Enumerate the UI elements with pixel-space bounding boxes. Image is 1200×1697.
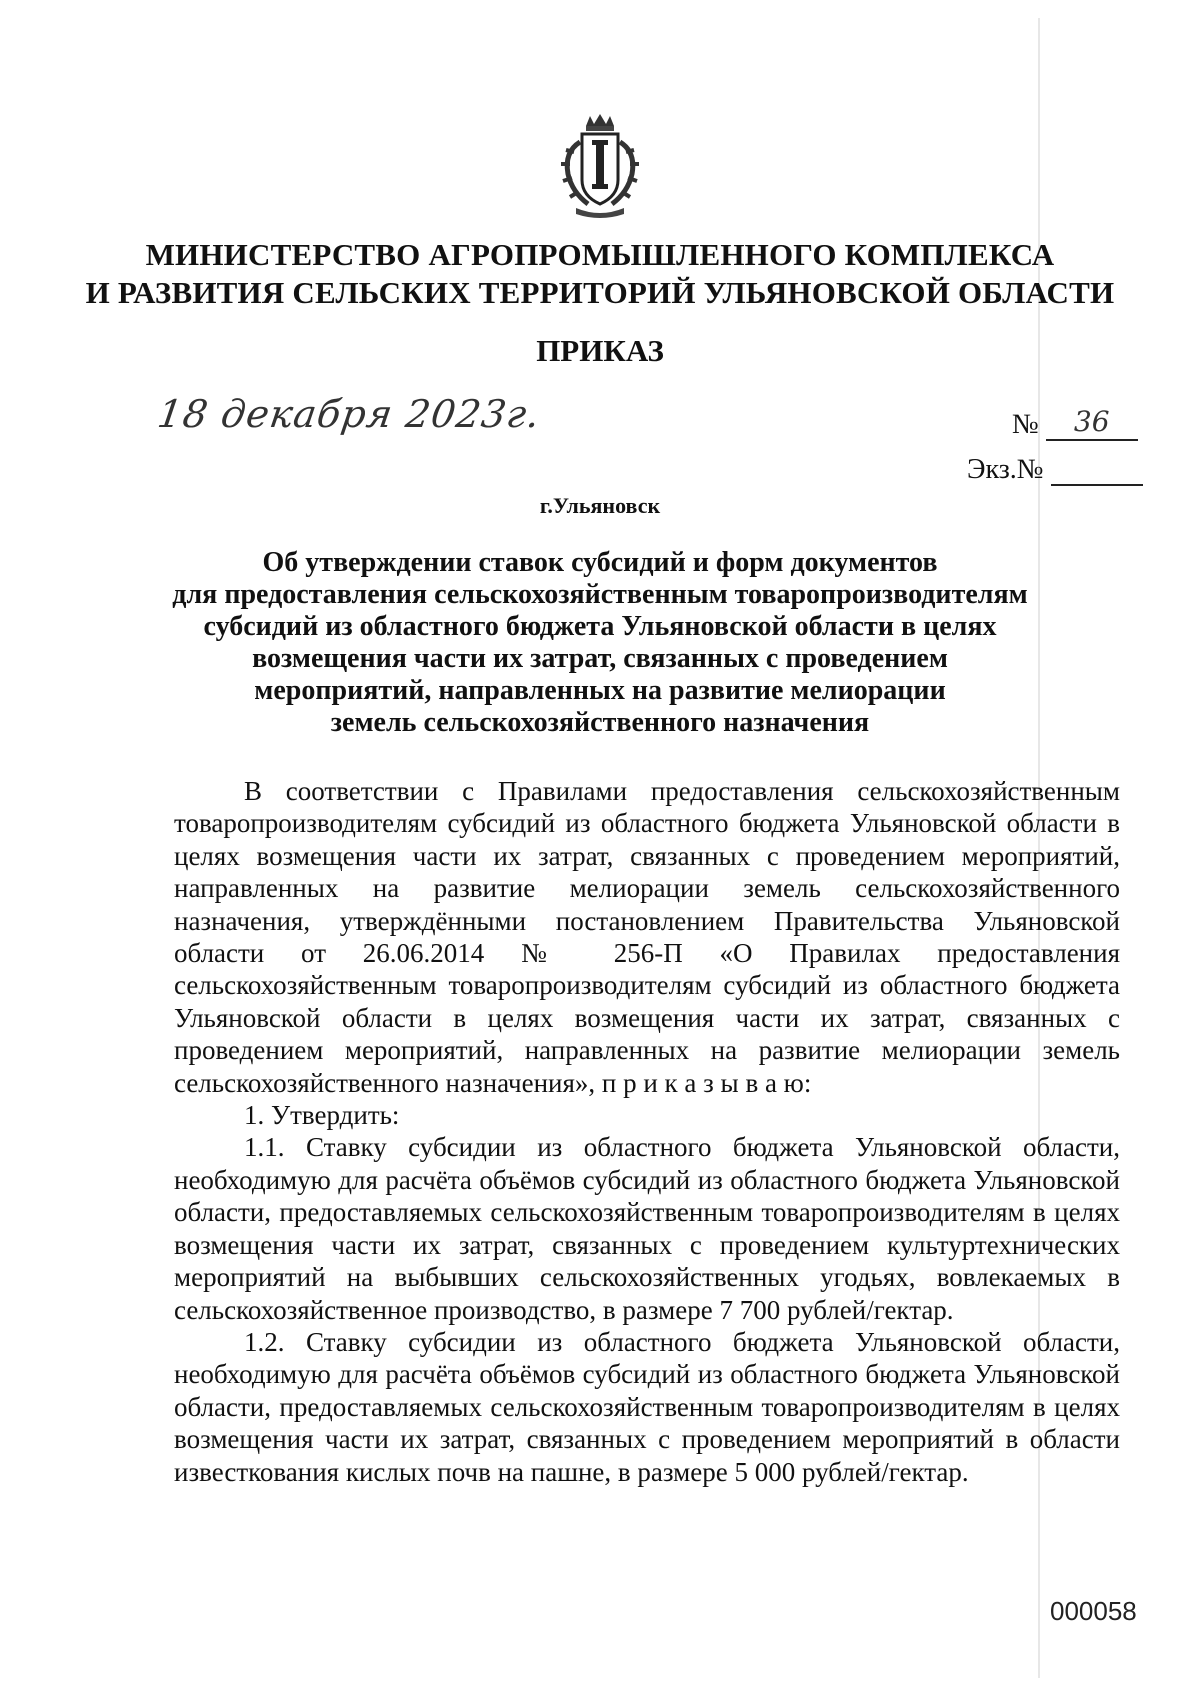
point-1: 1. Утвердить: — [244, 1100, 400, 1131]
number-value: 36 — [1046, 405, 1138, 441]
title-line: Об утверждении ставок субсидий и форм документов — [262, 547, 938, 578]
preamble-paragraph: В соответствии с Правилами предоставления сельскохозяйственным товаропроизводителям субсидий из областного бюджета Ульяновской области в целях возмещения части их затрат, связанных с проведением мероприятий, направленных на развитие мелиорации земель сельскохозяйственного назначения, утверждёнными постановлением Правительства Ульяновской области от 26.06.2014 № 256-П «О Правилах предоставления сельскохозяйственным товаропроизводителям субсидий из областного бюджета Ульяновской области в целях возмещения части их затрат, связанных с проведением мероприятий, направленных на развитие мелиорации земель сельскохозяйственного назначения», п р и к а з ы в а ю: — [174, 776, 1120, 1098]
copy-number-blank — [1051, 450, 1143, 486]
number-label: № — [1012, 409, 1039, 440]
document-title — [0, 547, 1200, 739]
title-line: возмещения части их затрат, связанных с проведением — [252, 643, 948, 674]
coat-of-arms-icon — [554, 112, 646, 222]
title-line: мероприятий, направленных на развитие мелиорации — [254, 675, 946, 706]
page-number: 000058 — [1050, 1596, 1137, 1626]
copy-label: Экз.№ — [967, 454, 1044, 485]
ministry-name — [0, 236, 1200, 312]
title-line: для предоставления сельскохозяйственным товаропроизводителям — [172, 579, 1028, 610]
order-number — [1012, 405, 1138, 441]
point-1-1: 1.1. Ставку субсидии из областного бюджета Ульяновской области, необходимую для расчёта объёмов субсидий из областного бюджета Ульяновской области, предоставляемых сельскохозяйственным товаропроизводителям в целях возмещения части их затрат, связанных с проведением культуртехнических мероприятий на выбывших сельскохозяйственных угодьях, вовлекаемых в сельскохозяйственное производство, в размере 7 700 рублей/гектар. — [174, 1132, 1120, 1325]
ministry-line-2: И РАЗВИТИЯ СЕЛЬСКИХ ТЕРРИТОРИЙ УЛЬЯНОВСКОЙ ОБЛАСТИ — [85, 275, 1115, 310]
document-type: ПРИКАЗ — [536, 333, 664, 368]
point-1-2: 1.2. Ставку субсидии из областного бюджета Ульяновской области, необходимую для расчёта объёмов субсидий из областного бюджета Ульяновской области, предоставляемых сельскохозяйственным товаропроизводителям в целях возмещения части их затрат, связанных с проведением мероприятий в области известкования кислых почв на пашне, в размере 5 000 рублей/гектар. — [174, 1326, 1120, 1487]
handwritten-date: 18 декабря 2023г. — [154, 392, 544, 436]
ministry-line-1: МИНИСТЕРСТВО АГРОПРОМЫШЛЕННОГО КОМПЛЕКСА — [145, 237, 1055, 272]
document-body — [174, 775, 1120, 1488]
title-line: земель сельскохозяйственного назначения — [330, 707, 870, 738]
copy-number — [967, 450, 1143, 486]
title-line: субсидий из областного бюджета Ульяновской области в целях — [203, 611, 997, 642]
city: г.Ульяновск — [539, 493, 661, 518]
